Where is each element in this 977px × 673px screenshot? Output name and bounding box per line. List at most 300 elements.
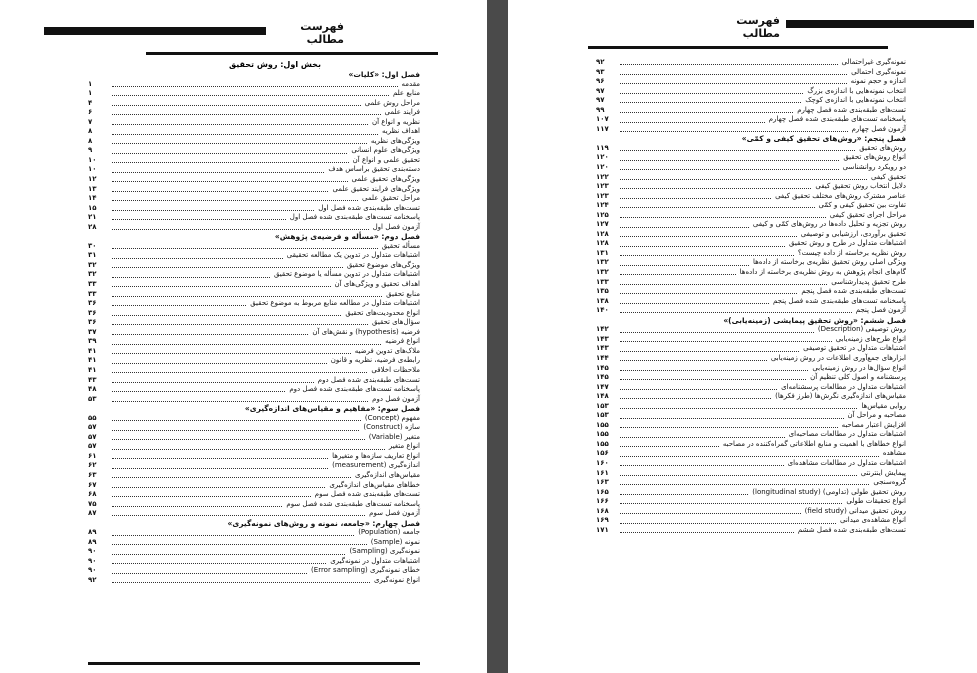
- toc-entry-page: ۹: [88, 146, 93, 155]
- toc-entry: [88, 118, 420, 128]
- toc-entry-title: آزمون فصل اول: [372, 222, 420, 231]
- toc-entry: [88, 156, 420, 166]
- header-bar: [786, 20, 974, 28]
- toc-entry-title: تست‌های طبقه‌بندی شده فصل پنجم: [801, 287, 906, 296]
- dot-leader: [112, 554, 345, 555]
- dot-leader: [112, 277, 270, 278]
- toc-entry-page: ۹۹: [596, 105, 605, 114]
- dot-leader: [112, 372, 367, 373]
- toc-entry-title: انواع تعاریف سازه‌ها و متغیرها: [332, 451, 420, 460]
- toc-entry-page: ۹۰: [88, 566, 97, 575]
- dot-leader: [620, 398, 771, 399]
- toc-entry-title: مقدمه: [401, 79, 420, 88]
- toc-entry-page: ۷۵: [88, 499, 97, 508]
- dot-leader: [112, 286, 331, 287]
- toc-entry: [596, 287, 906, 297]
- toc-entry-title: فصل پنجم: «روش‌های تحقیق کیفی و کمّی»: [741, 134, 906, 144]
- toc-entry: [88, 576, 420, 586]
- toc-entry-title: تست‌های طبقه‌بندی شده فصل چهارم: [797, 105, 906, 114]
- dot-leader: [112, 248, 378, 249]
- toc-entry: [596, 144, 906, 154]
- dot-leader: [112, 563, 326, 564]
- toc-entry-page: ۹۷: [596, 96, 605, 105]
- dot-leader: [620, 475, 857, 476]
- toc-entry-title: مصاحبه و مراحل آن: [847, 411, 906, 420]
- toc-entry-title: پرسشنامه و اصول کلی تنظیم آن: [810, 373, 906, 382]
- toc-entry: [88, 185, 420, 195]
- toc-entry-title: اهداف نظریه: [382, 127, 420, 136]
- dot-leader: [620, 207, 815, 208]
- toc-entry: [88, 290, 420, 300]
- toc-entry-title: منابع علم: [392, 89, 420, 98]
- dot-leader: [112, 420, 361, 421]
- dot-leader: [620, 246, 785, 247]
- toc-entry: [88, 376, 420, 386]
- toc-entry: [596, 488, 906, 498]
- toc-entry-page: ۱۱۷: [596, 124, 609, 133]
- toc-entry-page: ۵۷: [88, 423, 97, 432]
- toc-entry: [596, 354, 906, 364]
- toc-entry-page: ۵۷: [88, 442, 97, 451]
- dot-leader: [112, 382, 314, 383]
- toc-entry-page: ۹۳: [596, 67, 605, 76]
- dot-leader: [620, 360, 767, 361]
- dot-leader: [112, 181, 348, 182]
- toc-entry: [596, 364, 906, 374]
- toc-entry: [596, 230, 906, 240]
- toc-entry-title: انواع تحقیقات طولی: [846, 497, 906, 506]
- toc-entry-page: ۱۴۰: [596, 306, 609, 315]
- toc-entry-page: ۱۴۲: [596, 325, 609, 334]
- toc-entry: [596, 335, 906, 345]
- toc-entry-page: ۸۷: [88, 509, 97, 518]
- right-page: [508, 0, 977, 673]
- toc-entry-title: گروه‌سنجی: [873, 478, 906, 487]
- toc-entry-page: ۶۲: [88, 461, 97, 470]
- chapter-heading: [596, 316, 906, 326]
- toc-entry: [596, 478, 906, 488]
- toc-entry-page: ۶۳: [88, 470, 97, 479]
- toc-entry-title: پاسخنامه تست‌های طبقه‌بندی شده فصل پنجم: [772, 296, 906, 305]
- toc-entry-page: ۱۵۵: [596, 439, 609, 448]
- toc-entry-page: ۲۸: [88, 222, 97, 231]
- toc-entry-page: ۴۸: [88, 385, 97, 394]
- toc-entry-page: ۴۱: [88, 365, 97, 374]
- dot-leader: [112, 353, 351, 354]
- toc-entry-title: فرایند علمی: [384, 108, 420, 117]
- toc-entry-title: اشتباهات متداول در طرح و روش تحقیق: [789, 239, 906, 248]
- dot-leader: [112, 582, 370, 583]
- toc-entry-title: رابطه‌ی فرضیه، نظریه و قانون: [330, 356, 420, 365]
- toc-entry-title: نظریه و انواع آن: [371, 117, 420, 126]
- toc-entry-title: اهداف تحقیق و ویژگی‌های آن: [334, 280, 420, 289]
- toc-list: [88, 70, 420, 586]
- toc-entry-page: ۳۰: [88, 241, 97, 250]
- toc-entry-page: ۱۴۳: [596, 334, 609, 343]
- dot-leader: [620, 532, 794, 533]
- dot-leader: [112, 506, 282, 507]
- dot-leader: [620, 255, 794, 256]
- toc-entry-page: ۸۹: [88, 537, 97, 546]
- toc-entry-title: مفهوم (Concept): [364, 413, 420, 422]
- toc-entry-title: آزمون فصل چهارم: [851, 124, 906, 133]
- toc-entry-title: تحقیق برآوردی، ارزشیابی و توصیفی: [800, 229, 906, 238]
- toc-entry-page: ۱۳۱: [596, 248, 609, 257]
- toc-entry-page: ۶: [88, 108, 93, 117]
- toc-entry-title: روش نظریه برخاسته از داده چیست؟: [797, 248, 906, 257]
- dot-leader: [112, 401, 368, 402]
- toc-entry-title: انواع طرح‌های زمینه‌یابی: [835, 334, 906, 343]
- toc-entry: [88, 566, 420, 576]
- toc-entry: [596, 497, 906, 507]
- toc-entry-title: سازه (Construct): [363, 423, 420, 432]
- toc-entry: [88, 213, 420, 223]
- toc-entry-page: ۸: [88, 136, 93, 145]
- toc-entry-title: ویژگی‌های نظریه: [370, 136, 420, 145]
- toc-entry-title: روش تحقیق طولی (تداومی) (longitudinal study): [752, 487, 906, 496]
- toc-entry: [88, 471, 420, 481]
- dot-leader: [112, 477, 351, 478]
- toc-entry: [88, 423, 420, 433]
- toc-entry: [88, 146, 420, 156]
- dot-leader: [620, 150, 855, 151]
- page-title: فهرست مطالب: [300, 20, 344, 46]
- toc-entry: [596, 421, 906, 431]
- toc-entry-title: ویژگی‌های تحقیق علمی: [351, 175, 420, 184]
- toc-entry-page: ۱۳۸: [596, 296, 609, 305]
- toc-entry: [88, 433, 420, 443]
- toc-entry-page: ۱۷۱: [596, 525, 609, 534]
- toc-entry-title: انواع نمونه‌گیری: [374, 575, 420, 584]
- toc-entry-title: تست‌های طبقه‌بندی شده فصل سوم: [314, 490, 420, 499]
- dot-leader: [620, 332, 814, 333]
- dot-leader: [112, 573, 307, 574]
- toc-entry: [596, 68, 906, 78]
- toc-entry: [596, 87, 906, 97]
- toc-entry-title: فصل سوم: «مفاهیم و مقیاس‌های اندازه‌گیری»: [244, 404, 420, 414]
- toc-entry-title: فصل چهارم: «جامعه، نمونه و روش‌های نمونه‌گیری»: [227, 518, 420, 528]
- dot-leader: [112, 124, 368, 125]
- toc-entry-title: پاسخنامه تست‌های طبقه‌بندی شده فصل اول: [289, 213, 420, 222]
- dot-leader: [620, 484, 869, 485]
- toc-entry-page: ۱۳۲: [596, 258, 609, 267]
- toc-entry: [596, 516, 906, 526]
- toc-entry: [596, 507, 906, 517]
- dot-leader: [112, 334, 308, 335]
- toc-entry: [88, 461, 420, 471]
- toc-entry-page: ۱۲۰: [596, 163, 609, 172]
- dot-leader: [620, 503, 842, 504]
- toc-entry-title: مراحل روش علمی: [364, 98, 420, 107]
- toc-entry-page: ۱۵۳: [596, 401, 609, 410]
- toc-entry: [596, 459, 906, 469]
- dot-leader: [620, 312, 852, 313]
- toc-entry-title: پیمایش اینترنتی: [860, 468, 906, 477]
- header-bar: [44, 27, 266, 35]
- toc-entry: [596, 306, 906, 316]
- toc-entry-page: ۱۲۰: [596, 153, 609, 162]
- toc-entry: [88, 270, 420, 280]
- dot-leader: [620, 102, 801, 103]
- toc-entry: [88, 89, 420, 99]
- toc-entry: [596, 526, 906, 536]
- toc-entry-page: ۶۸: [88, 490, 97, 499]
- dot-leader: [112, 200, 358, 201]
- dot-leader: [620, 265, 749, 266]
- toc-entry-page: ۱۵۶: [596, 449, 609, 458]
- toc-entry-page: ۹۷: [596, 86, 605, 95]
- dot-leader: [112, 105, 361, 106]
- toc-entry: [88, 385, 420, 395]
- dot-leader: [112, 315, 341, 316]
- dot-leader: [620, 389, 777, 390]
- dot-leader: [620, 74, 847, 75]
- toc-entry-title: دلایل انتخاب روش تحقیق کیفی: [815, 182, 906, 191]
- dot-leader: [620, 379, 806, 380]
- toc-entry-page: ۱۳: [88, 184, 97, 193]
- toc-entry-title: ابزارهای جمع‌آوری اطلاعات در روش زمینه‌یابی: [770, 353, 906, 362]
- toc-entry-page: ۹۰: [88, 556, 97, 565]
- toc-entry: [88, 500, 420, 510]
- toc-entry-page: ۳۹: [88, 337, 97, 346]
- dot-leader: [112, 305, 246, 306]
- toc-entry-page: ۱۲۵: [596, 210, 609, 219]
- toc-entry-page: ۳۶: [88, 308, 97, 317]
- dot-leader: [112, 219, 286, 220]
- dot-leader: [620, 494, 748, 495]
- toc-entry: [596, 430, 906, 440]
- dot-leader: [620, 112, 793, 113]
- toc-entry-title: مراحل اجرای تحقیق کیفی: [829, 210, 906, 219]
- dot-leader: [112, 258, 283, 259]
- toc-entry-page: ۱۳۲: [596, 268, 609, 277]
- toc-entry-title: عناصر مشترک روش‌های مختلف تحقیق کیفی: [775, 191, 906, 200]
- toc-entry-title: روایی مقیاس‌ها: [861, 401, 906, 410]
- toc-entry: [88, 395, 420, 405]
- toc-entry-page: ۳۶: [88, 318, 97, 327]
- dot-leader: [620, 351, 799, 352]
- toc-entry-page: ۱۴۴: [596, 353, 609, 362]
- dot-leader: [620, 227, 749, 228]
- toc-entry-page: ۱۴۵: [596, 363, 609, 372]
- toc-entry-page: ۱۵۵: [596, 430, 609, 439]
- toc-entry: [88, 414, 420, 424]
- dot-leader: [620, 465, 784, 466]
- toc-entry: [596, 77, 906, 87]
- header-rule: [146, 52, 438, 55]
- toc-entry: [88, 251, 420, 261]
- toc-entry-title: ویژگی‌های علوم انسانی: [351, 146, 420, 155]
- toc-entry-page: ۱۲۲: [596, 172, 609, 181]
- chapter-heading: [88, 232, 420, 242]
- toc-entry: [88, 80, 420, 90]
- toc-entry: [88, 280, 420, 290]
- toc-entry-title: انتخاب نمونه‌هایی با اندازه‌ی بزرگ: [807, 86, 906, 95]
- toc-entry: [596, 239, 906, 249]
- toc-entry-page: ۸۹: [88, 528, 97, 537]
- dot-leader: [112, 391, 285, 392]
- toc-entry: [88, 223, 420, 233]
- toc-entry-page: ۳۱: [88, 251, 97, 260]
- toc-entry-title: فرضیه (hypothesis) و نقش‌های آن: [312, 327, 420, 336]
- toc-entry-title: انواع سؤال‌ها در روش زمینه‌یابی: [812, 363, 906, 372]
- toc-entry-page: ۱۲: [88, 175, 97, 184]
- toc-entry-page: ۷: [88, 117, 93, 126]
- toc-entry-title: تفاوت بین تحقیق کیفی و کمّی: [818, 201, 906, 210]
- toc-entry: [88, 328, 420, 338]
- toc-entry: [596, 201, 906, 211]
- toc-entry-title: روش‌های تحقیق: [859, 143, 906, 152]
- toc-entry: [596, 192, 906, 202]
- toc-entry-title: مسأله تحقیق: [381, 241, 420, 250]
- toc-entry-page: ۱۴۸: [596, 392, 609, 401]
- chapter-heading: [88, 404, 420, 414]
- toc-entry-title: جامعه (Population): [358, 528, 420, 537]
- dot-leader: [112, 162, 349, 163]
- toc-entry: [596, 163, 906, 173]
- chapter-heading: [88, 519, 420, 529]
- toc-entry-page: ۱۵۵: [596, 420, 609, 429]
- dot-leader: [620, 93, 803, 94]
- toc-entry-page: ۱۵: [88, 203, 97, 212]
- dot-leader: [620, 370, 808, 371]
- toc-entry-page: ۵۷: [88, 432, 97, 441]
- toc-entry-title: انواع فرضیه: [385, 337, 420, 346]
- toc-entry-page: ۹۲: [88, 575, 97, 584]
- toc-entry-page: ۱۲۸: [596, 229, 609, 238]
- toc-entry: [88, 528, 420, 538]
- toc-entry: [88, 490, 420, 500]
- dot-leader: [620, 169, 839, 170]
- dot-leader: [112, 86, 398, 87]
- toc-entry: [596, 268, 906, 278]
- dot-leader: [112, 95, 389, 96]
- toc-entry: [596, 383, 906, 393]
- dot-leader: [620, 131, 848, 132]
- toc-entry: [596, 58, 906, 68]
- toc-entry-page: ۱: [88, 79, 93, 88]
- toc-entry-page: ۳۳: [88, 280, 97, 289]
- dot-leader: [620, 160, 839, 161]
- toc-entry-page: ۱۴۵: [596, 373, 609, 382]
- toc-entry-page: ۱۳۵: [596, 287, 609, 296]
- dot-leader: [620, 418, 844, 419]
- toc-entry-title: روش تجزیه و تحلیل داده‌ها در روش‌های کمّی و کیفی: [752, 220, 906, 229]
- toc-entry: [596, 344, 906, 354]
- toc-entry-page: ۱۰۷: [596, 115, 609, 124]
- toc-entry: [88, 557, 420, 567]
- toc-entry-title: تحقیق علمی و انواع آن: [352, 155, 420, 164]
- toc-entry-page: ۴: [88, 98, 93, 107]
- toc-entry-page: ۶۱: [88, 451, 97, 460]
- dot-leader: [620, 513, 801, 514]
- toc-entry: [596, 297, 906, 307]
- toc-entry-title: فصل دوم: «مسأله و فرضیه‌ی پژوهش»: [274, 232, 420, 242]
- dot-leader: [112, 496, 311, 497]
- toc-entry-title: انتخاب نمونه‌هایی با اندازه‌ی کوچک: [805, 96, 906, 105]
- toc-entry-page: ۱۲۷: [596, 220, 609, 229]
- dot-leader: [620, 303, 769, 304]
- toc-entry-page: ۳۲: [88, 270, 97, 279]
- toc-entry: [88, 108, 420, 118]
- dot-leader: [112, 449, 385, 450]
- toc-entry-title: اشتباهات متداول در نمونه‌گیری: [330, 556, 420, 565]
- toc-entry-page: ۱۲۳: [596, 182, 609, 191]
- dot-leader: [112, 468, 328, 469]
- toc-entry-title: متغیر (Variable): [368, 432, 420, 441]
- dot-leader: [112, 143, 367, 144]
- toc-entry-page: ۳۲: [88, 260, 97, 269]
- toc-entry: [596, 278, 906, 288]
- toc-entry-page: ۱۴۳: [596, 344, 609, 353]
- toc-entry-page: ۱۶۱: [596, 468, 609, 477]
- dot-leader: [620, 236, 797, 237]
- dot-leader: [620, 437, 785, 438]
- dot-leader: [620, 122, 765, 123]
- book-spine: [487, 0, 508, 673]
- toc-entry-page: ۱۶۸: [596, 506, 609, 515]
- dot-leader: [620, 217, 826, 218]
- toc-entry: [88, 309, 420, 319]
- page-title: فهرست مطالب: [736, 14, 780, 40]
- toc-entry: [596, 325, 906, 335]
- toc-entry-page: ۴۱: [88, 356, 97, 365]
- toc-entry-page: ۳۷: [88, 327, 97, 336]
- toc-entry-title: تحقیق کیفی: [870, 172, 906, 181]
- dot-leader: [112, 515, 365, 516]
- toc-entry: [596, 440, 906, 450]
- toc-entry: [596, 96, 906, 106]
- toc-entry-page: ۱۲۸: [596, 239, 609, 248]
- header-rule: [588, 46, 888, 49]
- toc-entry: [88, 366, 420, 376]
- toc-entry: [88, 127, 420, 137]
- toc-entry: [88, 165, 420, 175]
- toc-entry-page: ۱۱۹: [596, 143, 609, 152]
- dot-leader: [112, 458, 328, 459]
- dot-leader: [112, 363, 327, 364]
- toc-entry-title: ملاحظات اخلاقی: [371, 365, 420, 374]
- footer-rule: [88, 662, 420, 665]
- toc-entry: [88, 347, 420, 357]
- dot-leader: [620, 523, 836, 524]
- toc-entry-title: نمونه‌گیری (Sampling): [349, 547, 420, 556]
- toc-entry: [88, 242, 420, 252]
- dot-leader: [112, 153, 347, 154]
- toc-entry-page: ۳۳: [88, 289, 97, 298]
- toc-entry: [596, 258, 906, 268]
- toc-entry-page: ۹۰: [88, 547, 97, 556]
- toc-entry: [596, 220, 906, 230]
- dot-leader: [112, 172, 324, 173]
- toc-entry-title: انواع روش‌های تحقیق: [843, 153, 906, 162]
- toc-entry-title: ویژگی اصلی روش تحقیق نظریه‌ی برخاسته از داده‌ها: [753, 258, 906, 267]
- dot-leader: [620, 446, 719, 447]
- toc-entry-page: ۱۲۳: [596, 191, 609, 200]
- chapter-heading: [88, 70, 420, 80]
- toc-entry-title: انواع مشاهده‌ی میدانی: [840, 516, 906, 525]
- toc-entry: [596, 211, 906, 221]
- toc-entry-title: اشتباهات متداول در مطالعه منابع مربوط به موضوع تحقیق: [250, 299, 420, 308]
- toc-entry-title: آزمون فصل دوم: [372, 394, 420, 403]
- toc-entry-title: خطاهای مقیاس‌های اندازه‌گیری: [329, 480, 420, 489]
- toc-entry: [88, 337, 420, 347]
- dot-leader: [112, 487, 325, 488]
- toc-entry-title: تست‌های طبقه‌بندی شده فصل ششم: [797, 525, 906, 534]
- toc-entry: [596, 449, 906, 459]
- toc-entry-page: ۱۶۹: [596, 516, 609, 525]
- part-title: بخش اول: روش تحقیق: [229, 60, 321, 69]
